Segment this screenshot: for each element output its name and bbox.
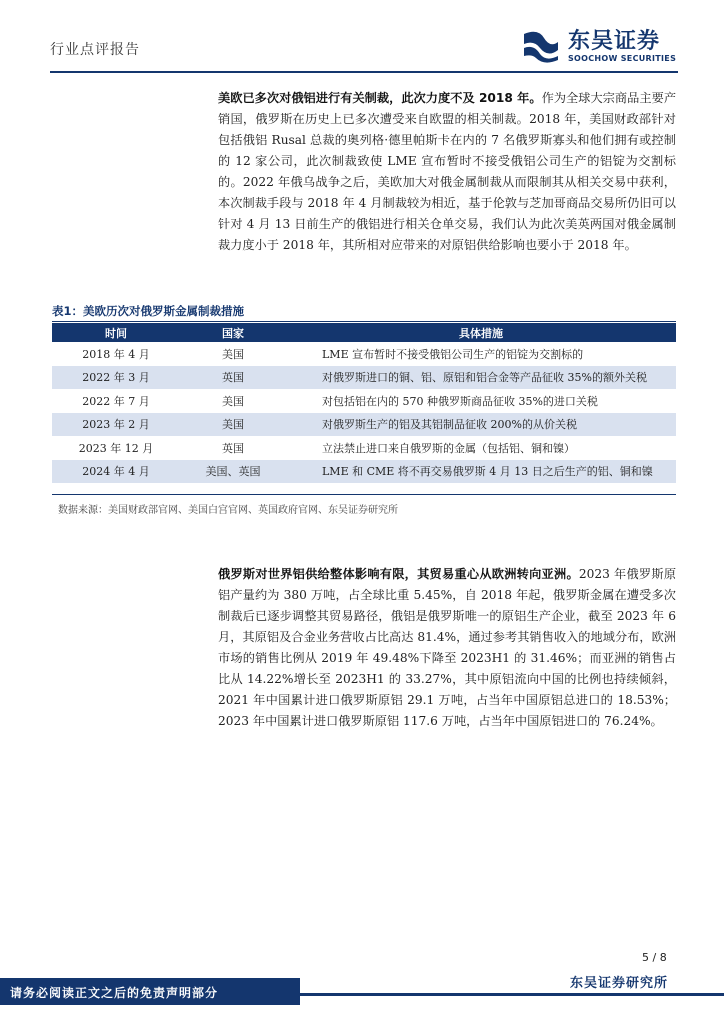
cell-detail: 对俄罗斯生产的铝及其铝制品征收 200%的从价关税 <box>286 413 676 437</box>
cell-detail: 立法禁止进口来自俄罗斯的金属（包括铝、铜和镍） <box>322 441 575 455</box>
cell-detail: LME 和 CME 将不再交易俄罗斯 4 月 13 日之后生产的铝、铜和镍 <box>286 460 676 484</box>
table-row <box>52 342 676 366</box>
cell-time: 2023 年 2 月 <box>52 413 180 437</box>
cell-detail: 对俄罗斯进口的铜、铝、原铝和铝合金等产品征收 35%的额外关税 <box>286 366 676 390</box>
footer-research-institute: 东吴证券研究所 <box>570 976 669 991</box>
table-bottom-rule <box>52 494 676 495</box>
page-number: 5 / 8 <box>642 951 667 964</box>
column-header-detail: 具体措施 <box>286 323 676 342</box>
cell-time: 2024 年 4 月 <box>52 460 180 484</box>
table-row <box>52 436 676 460</box>
soochow-logo-icon <box>520 28 562 64</box>
table-title-rule <box>52 321 676 322</box>
brand-logo <box>520 26 680 66</box>
cell-time: 2018 年 4 月 <box>82 347 150 361</box>
cell-country: 美国 <box>222 347 244 361</box>
paragraph-supply-impact-lead: 俄罗斯对世界铝供给整体影响有限，其贸易重心从欧洲转向亚洲。 <box>218 567 579 581</box>
paragraph-sanctions-lead: 美欧已多次对俄铝进行有关制裁，此次力度不及 2018 年。 <box>218 91 542 105</box>
disclaimer-notice: 请务必阅读正文之后的免责声明部分 <box>0 978 300 1005</box>
cell-country: 美国 <box>222 394 244 408</box>
table-row <box>52 413 676 437</box>
table-title: 表1：美欧历次对俄罗斯金属制裁措施 <box>52 304 244 318</box>
report-category: 行业点评报告 <box>50 42 140 58</box>
cell-country: 英国 <box>222 441 244 455</box>
paragraph-supply-impact <box>218 564 676 732</box>
logo-english-name: SOOCHOW SECURITIES <box>568 53 677 63</box>
cell-time: 2022 年 7 月 <box>82 394 150 408</box>
cell-country: 美国 <box>180 413 286 437</box>
header-divider <box>50 71 678 73</box>
cell-time: 2023 年 12 月 <box>78 441 154 455</box>
table-source: 数据来源：美国财政部官网、美国白宫官网、英国政府官网、东吴证券研究所 <box>58 505 398 516</box>
table-header-row <box>52 323 676 342</box>
column-header-time: 时间 <box>52 323 180 342</box>
cell-detail: 对包括铝在内的 570 种俄罗斯商品征收 35%的进口关税 <box>322 394 598 408</box>
logo-chinese-name: 东吴证券 <box>568 28 661 54</box>
cell-detail: LME 宣布暂时不接受俄铝公司生产的铝锭为交割标的 <box>322 347 584 361</box>
column-header-country: 国家 <box>180 323 286 342</box>
table-row <box>52 460 676 484</box>
paragraph-sanctions <box>218 88 676 256</box>
cell-time: 2022 年 3 月 <box>52 366 180 390</box>
paragraph-supply-impact-body: 2023 年俄罗斯原铝产量约为 380 万吨，占全球比重 5.45%，自 2018 年起，俄罗斯金属在遭受多次制裁后已逐步调整其贸易路径，俄铝是俄罗斯唯一的原铝生产企业，截至 2023 年 6 月，其原铝及合金业务营收占比高达 81.4%，通过参考其销售收入的地域分布，欧洲市场的销售比例从 2019 年 49.48%下降至 2023H1 的 31.46%；而亚洲的销售占比从 14.22%增长至 2023H1 的 33.27%，其中原铝流向中国的比例也持续倾斜，2021 年中国累计进口俄罗斯原铝 29.1 万吨，占当年中国原铝总进口的 18.53%；2023 年中国累计进口俄罗斯原铝 117.6 万吨，占当年中国原铝进口的 76.24%。 <box>218 567 677 728</box>
cell-country: 英国 <box>180 366 286 390</box>
table-row <box>52 389 676 413</box>
paragraph-sanctions-body: 作为全球大宗商品主要产销国，俄罗斯在历史上已多次遭受来自欧盟的相关制裁。2018 年，美国财政部针对包括俄铝 Rusal 总裁的奥列格·德里帕斯卡在内的 7 名俄罗斯寡头和他们拥有或控制的 12 家公司，此次制裁致使 LME 宣布暂时不接受俄铝公司生产的铝锭为交割标的。2022 年俄乌战争之后，美欧加大对俄金属制裁从而限制其从相关交易中获利，本次制裁手段与 2018 年 4 月制裁较为相近，基于伦敦与芝加哥商品交易所仍旧可以针对 4 月 13 日前生产的俄铝进行相关仓单交易，我们认为此次美英两国对俄金属制裁力度小于 2018 年，其所相对应带来的对原铝供给影响也要小于 2018 年。 <box>218 91 677 252</box>
cell-country: 美国、英国 <box>180 460 286 484</box>
table-row <box>52 366 676 390</box>
sanctions-table <box>52 323 676 483</box>
